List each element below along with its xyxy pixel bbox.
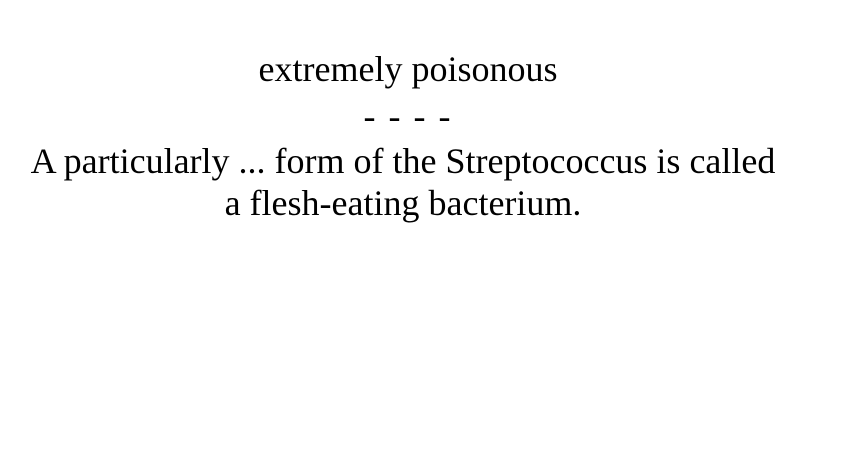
card-term: extremely poisonous bbox=[258, 49, 558, 89]
card-example-sentence: A particularly ... form of the Streptococcus is called a flesh-eating bacterium. bbox=[30, 141, 776, 223]
card-separator: - - - - bbox=[363, 96, 453, 136]
